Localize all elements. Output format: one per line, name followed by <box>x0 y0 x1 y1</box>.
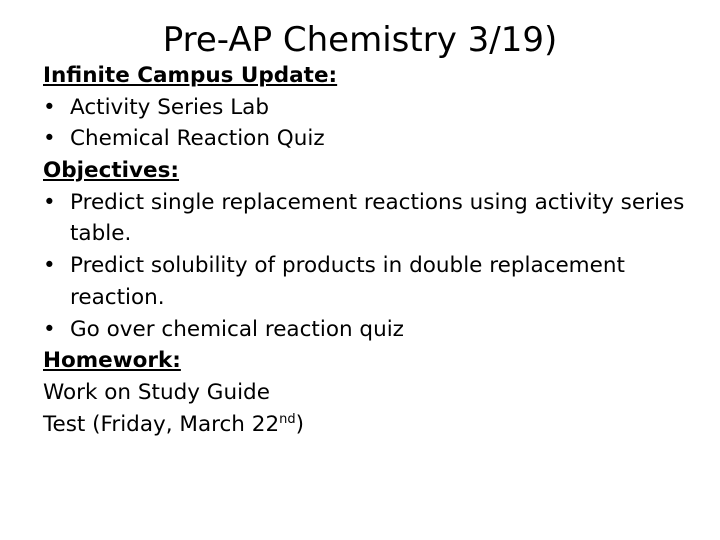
infinite-campus-heading: Infinite Campus Update: <box>43 63 338 88</box>
test-date-line <box>43 409 703 441</box>
bullet-icon: • <box>43 126 56 152</box>
list-item-text: Activity Series Lab <box>70 94 269 120</box>
list-item-text: Predict solubility of products in double replacement reaction. <box>70 253 625 310</box>
list-item-text: Chemical Reaction Quiz <box>70 126 325 152</box>
list-item <box>43 250 703 313</box>
list-item <box>43 314 703 346</box>
bullet-icon: • <box>43 94 56 120</box>
slide-title: Pre-AP Chemistry 3/19) <box>162 20 558 60</box>
list-item <box>43 187 703 250</box>
list-item <box>43 92 703 124</box>
test-line-superscript: nd <box>279 411 296 427</box>
list-item-text: Go over chemical reaction quiz <box>70 316 404 342</box>
test-line-suffix: ) <box>295 411 305 437</box>
homework-heading: Homework: <box>43 348 181 374</box>
homework-line: Work on Study Guide <box>43 379 270 405</box>
objectives-heading: Objectives: <box>43 158 180 184</box>
bullet-icon: • <box>43 316 56 342</box>
list-item <box>43 123 703 155</box>
bullet-icon: • <box>43 189 56 215</box>
test-line-prefix: Test (Friday, March 22 <box>43 411 280 437</box>
slide-body <box>43 60 703 440</box>
bullet-icon: • <box>43 253 56 279</box>
list-item-text: Predict single replacement reactions using activity series table. <box>70 189 685 247</box>
